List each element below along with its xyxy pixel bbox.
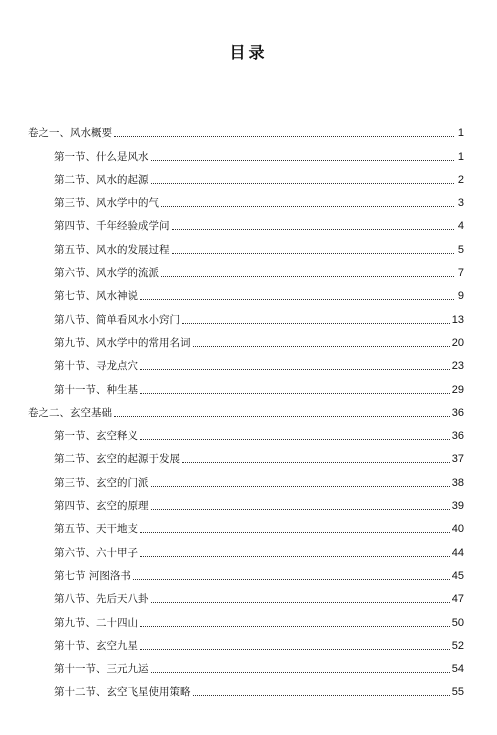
toc-entry-label: 第十一节、种生基	[54, 383, 138, 396]
toc-dot-leader	[151, 602, 450, 603]
toc-section-entry[interactable]	[28, 443, 464, 466]
toc-section-entry[interactable]	[28, 327, 464, 350]
toc-section-entry[interactable]	[28, 187, 464, 210]
table-of-contents	[28, 117, 464, 699]
toc-section-entry[interactable]	[28, 466, 464, 489]
toc-dot-leader	[151, 509, 450, 510]
toc-entry-label: 第十一节、三元九运	[54, 663, 149, 676]
toc-dot-leader	[140, 299, 454, 300]
toc-chapter-entry[interactable]	[28, 397, 464, 420]
toc-entry-page-number: 37	[451, 453, 464, 466]
toc-dot-leader	[182, 462, 450, 463]
toc-section-entry[interactable]	[28, 420, 464, 443]
toc-entry-label: 第一节、什么是风水	[54, 150, 149, 163]
toc-section-entry[interactable]	[28, 536, 464, 559]
toc-entry-label: 卷之二、玄空基础	[28, 406, 112, 419]
toc-section-entry[interactable]	[28, 676, 464, 699]
toc-dot-leader	[151, 486, 450, 487]
toc-entry-label: 第五节、天干地支	[54, 523, 138, 536]
toc-entry-page-number: 23	[451, 360, 464, 373]
toc-entry-page-number: 52	[451, 639, 464, 652]
toc-entry-page-number: 1	[457, 127, 464, 140]
toc-section-entry[interactable]	[28, 164, 464, 187]
toc-entry-page-number: 9	[457, 290, 464, 303]
toc-entry-label: 第二节、玄空的起源于发展	[54, 453, 180, 466]
toc-dot-leader	[140, 649, 450, 650]
toc-entry-label: 第一节、玄空释义	[54, 430, 138, 443]
toc-dot-leader	[140, 626, 450, 627]
toc-dot-leader	[140, 556, 450, 557]
toc-entry-page-number: 4	[457, 220, 464, 233]
toc-section-entry[interactable]	[28, 257, 464, 280]
toc-dot-leader	[140, 439, 450, 440]
toc-chapter-entry[interactable]	[28, 117, 464, 140]
toc-section-entry[interactable]	[28, 560, 464, 583]
toc-dot-leader	[193, 346, 450, 347]
toc-entry-label: 第七节、风水神说	[54, 290, 138, 303]
toc-entry-page-number: 1	[457, 150, 464, 163]
toc-entry-page-number: 5	[457, 243, 464, 256]
toc-entry-label: 第十二节、玄空飞星使用策略	[54, 686, 191, 699]
toc-entry-page-number: 44	[451, 546, 464, 559]
toc-entry-page-number: 55	[451, 686, 464, 699]
toc-entry-page-number: 7	[457, 267, 464, 280]
toc-section-entry[interactable]	[28, 606, 464, 629]
toc-section-entry[interactable]	[28, 373, 464, 396]
toc-section-entry[interactable]	[28, 630, 464, 653]
toc-section-entry[interactable]	[28, 583, 464, 606]
toc-section-entry[interactable]	[28, 280, 464, 303]
toc-entry-label: 第六节、六十甲子	[54, 546, 138, 559]
toc-entry-label: 第十节、寻龙点穴	[54, 360, 138, 373]
toc-entry-page-number: 36	[451, 430, 464, 443]
toc-dot-leader	[172, 229, 455, 230]
toc-entry-label: 第十节、玄空九星	[54, 639, 138, 652]
page-title: 目录	[229, 43, 268, 62]
toc-entry-page-number: 2	[457, 173, 464, 186]
toc-entry-page-number: 45	[451, 569, 464, 582]
toc-entry-label: 第五节、风水的发展过程	[54, 243, 170, 256]
toc-dot-leader	[161, 206, 454, 207]
toc-dot-leader	[182, 323, 450, 324]
toc-entry-label: 第三节、风水学中的气	[54, 197, 159, 210]
toc-dot-leader	[172, 253, 455, 254]
toc-section-entry[interactable]	[28, 210, 464, 233]
toc-section-entry[interactable]	[28, 653, 464, 676]
toc-entry-label: 第二节、风水的起源	[54, 173, 149, 186]
toc-entry-page-number: 50	[451, 616, 464, 629]
toc-section-entry[interactable]	[28, 233, 464, 256]
toc-section-entry[interactable]	[28, 350, 464, 373]
toc-section-entry[interactable]	[28, 140, 464, 163]
toc-dot-leader	[140, 393, 450, 394]
toc-dot-leader	[133, 579, 450, 580]
toc-entry-label: 第三节、玄空的门派	[54, 476, 149, 489]
toc-entry-label: 第六节、风水学的流派	[54, 267, 159, 280]
toc-dot-leader	[151, 160, 455, 161]
toc-dot-leader	[151, 183, 455, 184]
toc-entry-page-number: 36	[451, 406, 464, 419]
toc-entry-page-number: 39	[451, 500, 464, 513]
toc-section-entry[interactable]	[28, 490, 464, 513]
toc-entry-page-number: 38	[451, 476, 464, 489]
toc-entry-page-number: 54	[451, 663, 464, 676]
toc-dot-leader	[140, 532, 450, 533]
toc-entry-label: 第八节、简单看风水小窍门	[54, 313, 180, 326]
toc-entry-label: 第八节、先后天八卦	[54, 593, 149, 606]
toc-section-entry[interactable]	[28, 303, 464, 326]
toc-entry-label: 卷之一、风水概要	[28, 127, 112, 140]
toc-entry-label: 第四节、千年经验成学问	[54, 220, 170, 233]
toc-section-entry[interactable]	[28, 513, 464, 536]
toc-entry-page-number: 13	[451, 313, 464, 326]
toc-dot-leader	[151, 672, 450, 673]
toc-entry-page-number: 3	[457, 197, 464, 210]
toc-dot-leader	[114, 416, 450, 417]
toc-dot-leader	[193, 695, 450, 696]
toc-entry-label: 第九节、二十四山	[54, 616, 138, 629]
toc-entry-page-number: 47	[451, 593, 464, 606]
toc-dot-leader	[161, 276, 454, 277]
toc-dot-leader	[114, 136, 454, 137]
toc-dot-leader	[140, 369, 450, 370]
toc-entry-page-number: 20	[451, 336, 464, 349]
toc-entry-label: 第七节 河图洛书	[54, 569, 131, 582]
toc-entry-page-number: 40	[451, 523, 464, 536]
toc-entry-label: 第四节、玄空的原理	[54, 500, 149, 513]
toc-entry-page-number: 29	[451, 383, 464, 396]
toc-entry-label: 第九节、风水学中的常用名词	[54, 336, 191, 349]
